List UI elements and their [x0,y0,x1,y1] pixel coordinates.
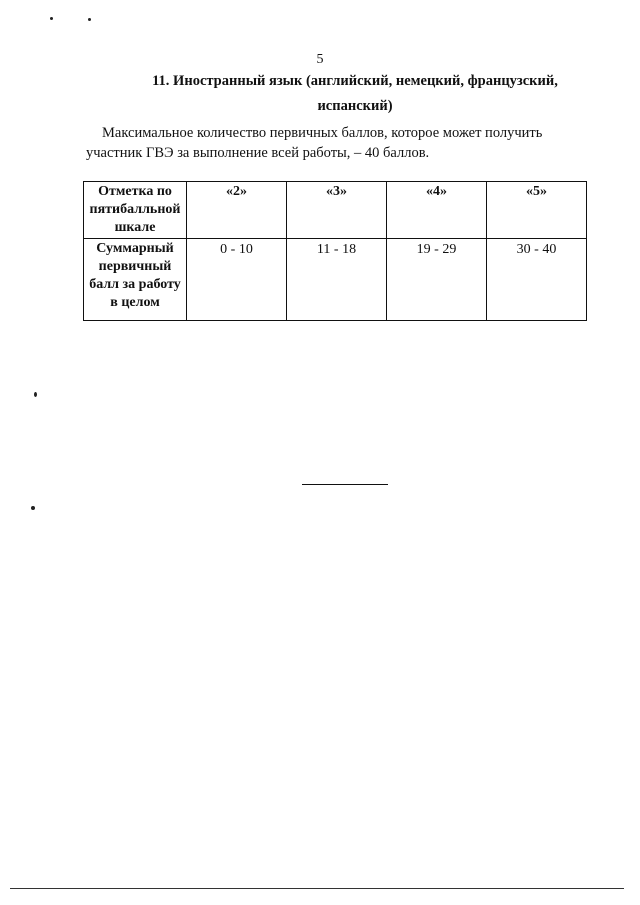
grade-cell: «3» [287,182,387,239]
grade-cell: «5» [487,182,587,239]
scan-speck [50,17,53,20]
page-bottom-rule [10,888,624,889]
intro-text-line-2: участник ГВЭ за выполнение всей работы, – 40 баллов. [86,145,430,161]
end-divider-line [302,484,388,485]
section-title-line-2: испанский) [317,98,393,114]
score-range-cell: 0 - 10 [187,239,287,321]
grade-cell: «4» [387,182,487,239]
intro-text-line-1: Максимальное количество первичных баллов, которое может получить [102,125,543,141]
grade-row-header: Отметка по пятибалльной шкале [84,182,187,239]
score-conversion-table [83,181,587,321]
score-range-cell: 11 - 18 [287,239,387,321]
score-range-cell: 30 - 40 [487,239,587,321]
grade-cell: «2» [187,182,287,239]
scan-speck [34,392,37,397]
scan-speck [88,18,91,21]
page-number: 5 [316,52,324,67]
score-row-header: Суммарный первичный балл за работу в целом [84,239,187,321]
score-row [84,239,587,321]
scan-speck [31,506,35,510]
score-range-cell: 19 - 29 [387,239,487,321]
section-title-line-1: 11. Иностранный язык (английский, немецкий, французский, [152,73,558,89]
grade-row [84,182,587,239]
